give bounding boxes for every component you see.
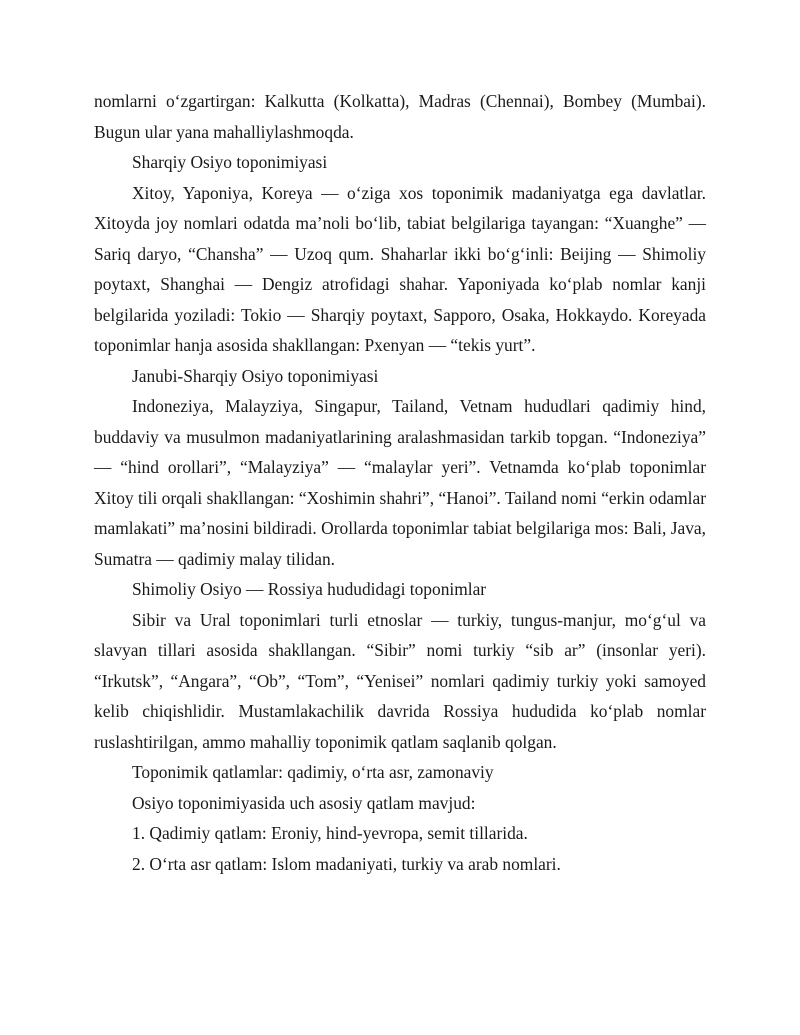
paragraph-southeast-asia: Indoneziya, Malayziya, Singapur, Tailand, Vetnam hududlari qadimiy hind, buddaviy va musulmon madaniyatlarining aralashmasidan tarkib topgan. “Indoneziya” — “hind orollari”, “Malayziya” — “malaylar yeri”. Vetnamda ko‘plab toponimlar Xitoy tili orqali shakllangan: “Xoshimin shahri”, “Hanoi”. Tailand nomi “erkin odamlar mamlakati” ma’nosini bildiradi. Orollarda toponimlar tabiat belgilariga mos: Bali, Java, Sumatra — qadimiy malay tilidan.: [94, 396, 706, 569]
document-page: [94, 86, 706, 879]
paragraph-east-asia: Xitoy, Yaponiya, Koreya — o‘ziga xos toponimik madaniyatga ega davlatlar. Xitoyda joy nomlari odatda ma’noli bo‘lib, tabiat belgilariga tayangan: “Xuanghe” — Sariq daryo, “Chansha” — Uzoq qum. Shaharlar ikki bo‘g‘inli: Beijing — Shimoliy poytaxt, Shanghai — Dengiz atrofidagi shahar. Yaponiyada ko‘plab nomlar kanji belgilarida yoziladi: Tokio — Sharqiy poytaxt, Sapporo, Osaka, Hokkaydo. Koreyada toponimlar hanja asosida shakllangan: Pxenyan — “tekis yurt”.: [94, 182, 706, 355]
heading-east-asia: Sharqiy Osiyo toponimiyasi: [132, 152, 328, 172]
list-item-ancient-layer: 1. Qadimiy qatlam: Eroniy, hind-yevropa, semit tillarida.: [132, 823, 528, 843]
heading-toponymic-layers: Toponimik qatlamlar: qadimiy, o‘rta asr, zamonaviy: [132, 762, 494, 782]
heading-southeast-asia: Janubi-Sharqiy Osiyo toponimiyasi: [132, 365, 379, 386]
heading-north-asia: Shimoliy Osiyo — Rossiya hududidagi toponimlar: [132, 579, 487, 599]
list-item-medieval-layer: 2. O‘rta asr qatlam: Islom madaniyati, turkiy va arab nomlari.: [132, 853, 561, 874]
paragraph-continuation: nomlarni o‘zgartirgan: Kalkutta (Kolkatta), Madras (Chennai), Bombey (Mumbai). Bugun ular yana mahalliylashmoqda.: [94, 91, 706, 142]
paragraph-layers-intro: Osiyo toponimiyasida uch asosiy qatlam mavjud:: [132, 792, 476, 813]
paragraph-north-asia: Sibir va Ural toponimlari turli etnoslar — turkiy, tungus-manjur, mo‘g‘ul va slavyan tillari asosida shakllangan. “Sibir” nomi turkiy “sib ar” (insonlar yeri). “Irkutsk”, “Angara”, “Ob”, “Tom”, “Yenisei” nomlari qadimiy turkiy yoki samoyed kelib chiqishlidir. Mustamlakachilik davrida Rossiya hududida ko‘plab nomlar ruslashtirilgan, ammo mahalliy toponimik qatlam saqlanib qolgan.: [94, 609, 706, 752]
